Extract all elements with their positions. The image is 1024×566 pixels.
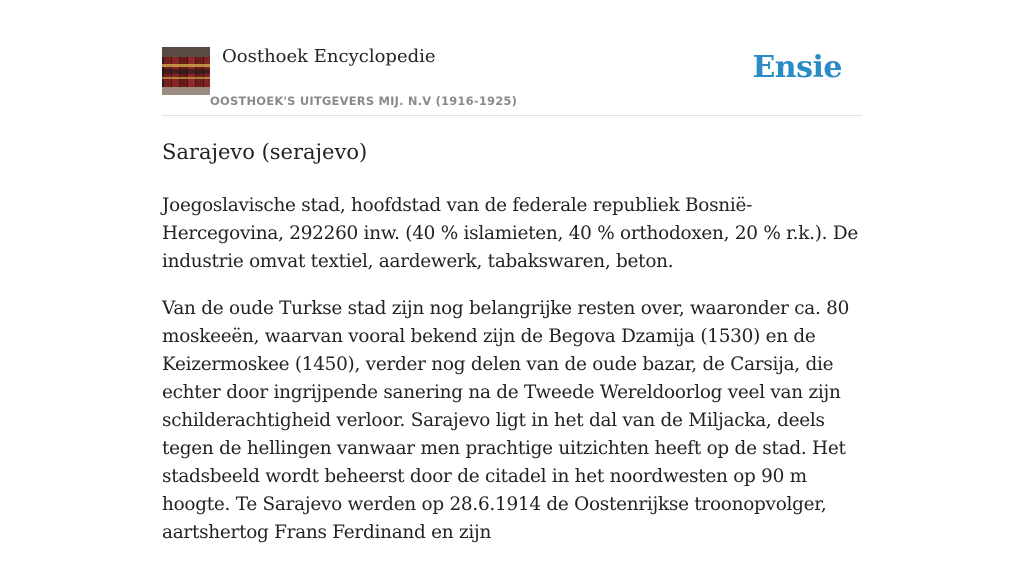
book-spines-icon <box>162 47 210 95</box>
publisher-label: OOSTHOEK'S UITGEVERS MIJ. N.V (1916-1925) <box>210 94 518 108</box>
entry-paragraph-2: Van de oude Turkse stad zijn nog belangrijke resten over, waaronder ca. 80 moskeeën, waarvan vooral bekend zijn de Begova Dzamija (1530) en de Keizermoskee (1450), verder nog delen van de oude bazar, de Carsija, die echter door ingrijpende sanering na de Tweede Wereldoorlog veel van zijn schilderachtigheid verloor. Sarajevo ligt in het dal van de Miljacka, deels tegen de hellingen vanwaar men prachtige uitzichten heeft op de stad. Het stadsbeeld wordt beheerst door de citadel in het noordwesten op 90 m hoogte. Te Sarajevo werden op 28.6.1914 de Oostenrijkse troonopvolger, aartshertog Frans Ferdinand en zijn <box>162 298 850 543</box>
ensie-logo-link[interactable]: Ensie <box>752 50 842 85</box>
publication-title[interactable]: Oosthoek Encyclopedie <box>222 46 436 67</box>
entry-paragraph-1: Joegoslavische stad, hoofdstad van de federale republiek Bosnië-Hercegovina, 292260 inw. (40 % islamieten, 40 % orthodoxen, 20 % r.k.). De industrie omvat textiel, aardewerk, tabakswaren, beton. <box>162 195 859 272</box>
entry-body <box>162 192 867 566</box>
header-divider <box>162 115 862 116</box>
publication-avatar[interactable] <box>162 47 210 95</box>
entry-title: Sarajevo (serajevo) <box>162 140 368 164</box>
